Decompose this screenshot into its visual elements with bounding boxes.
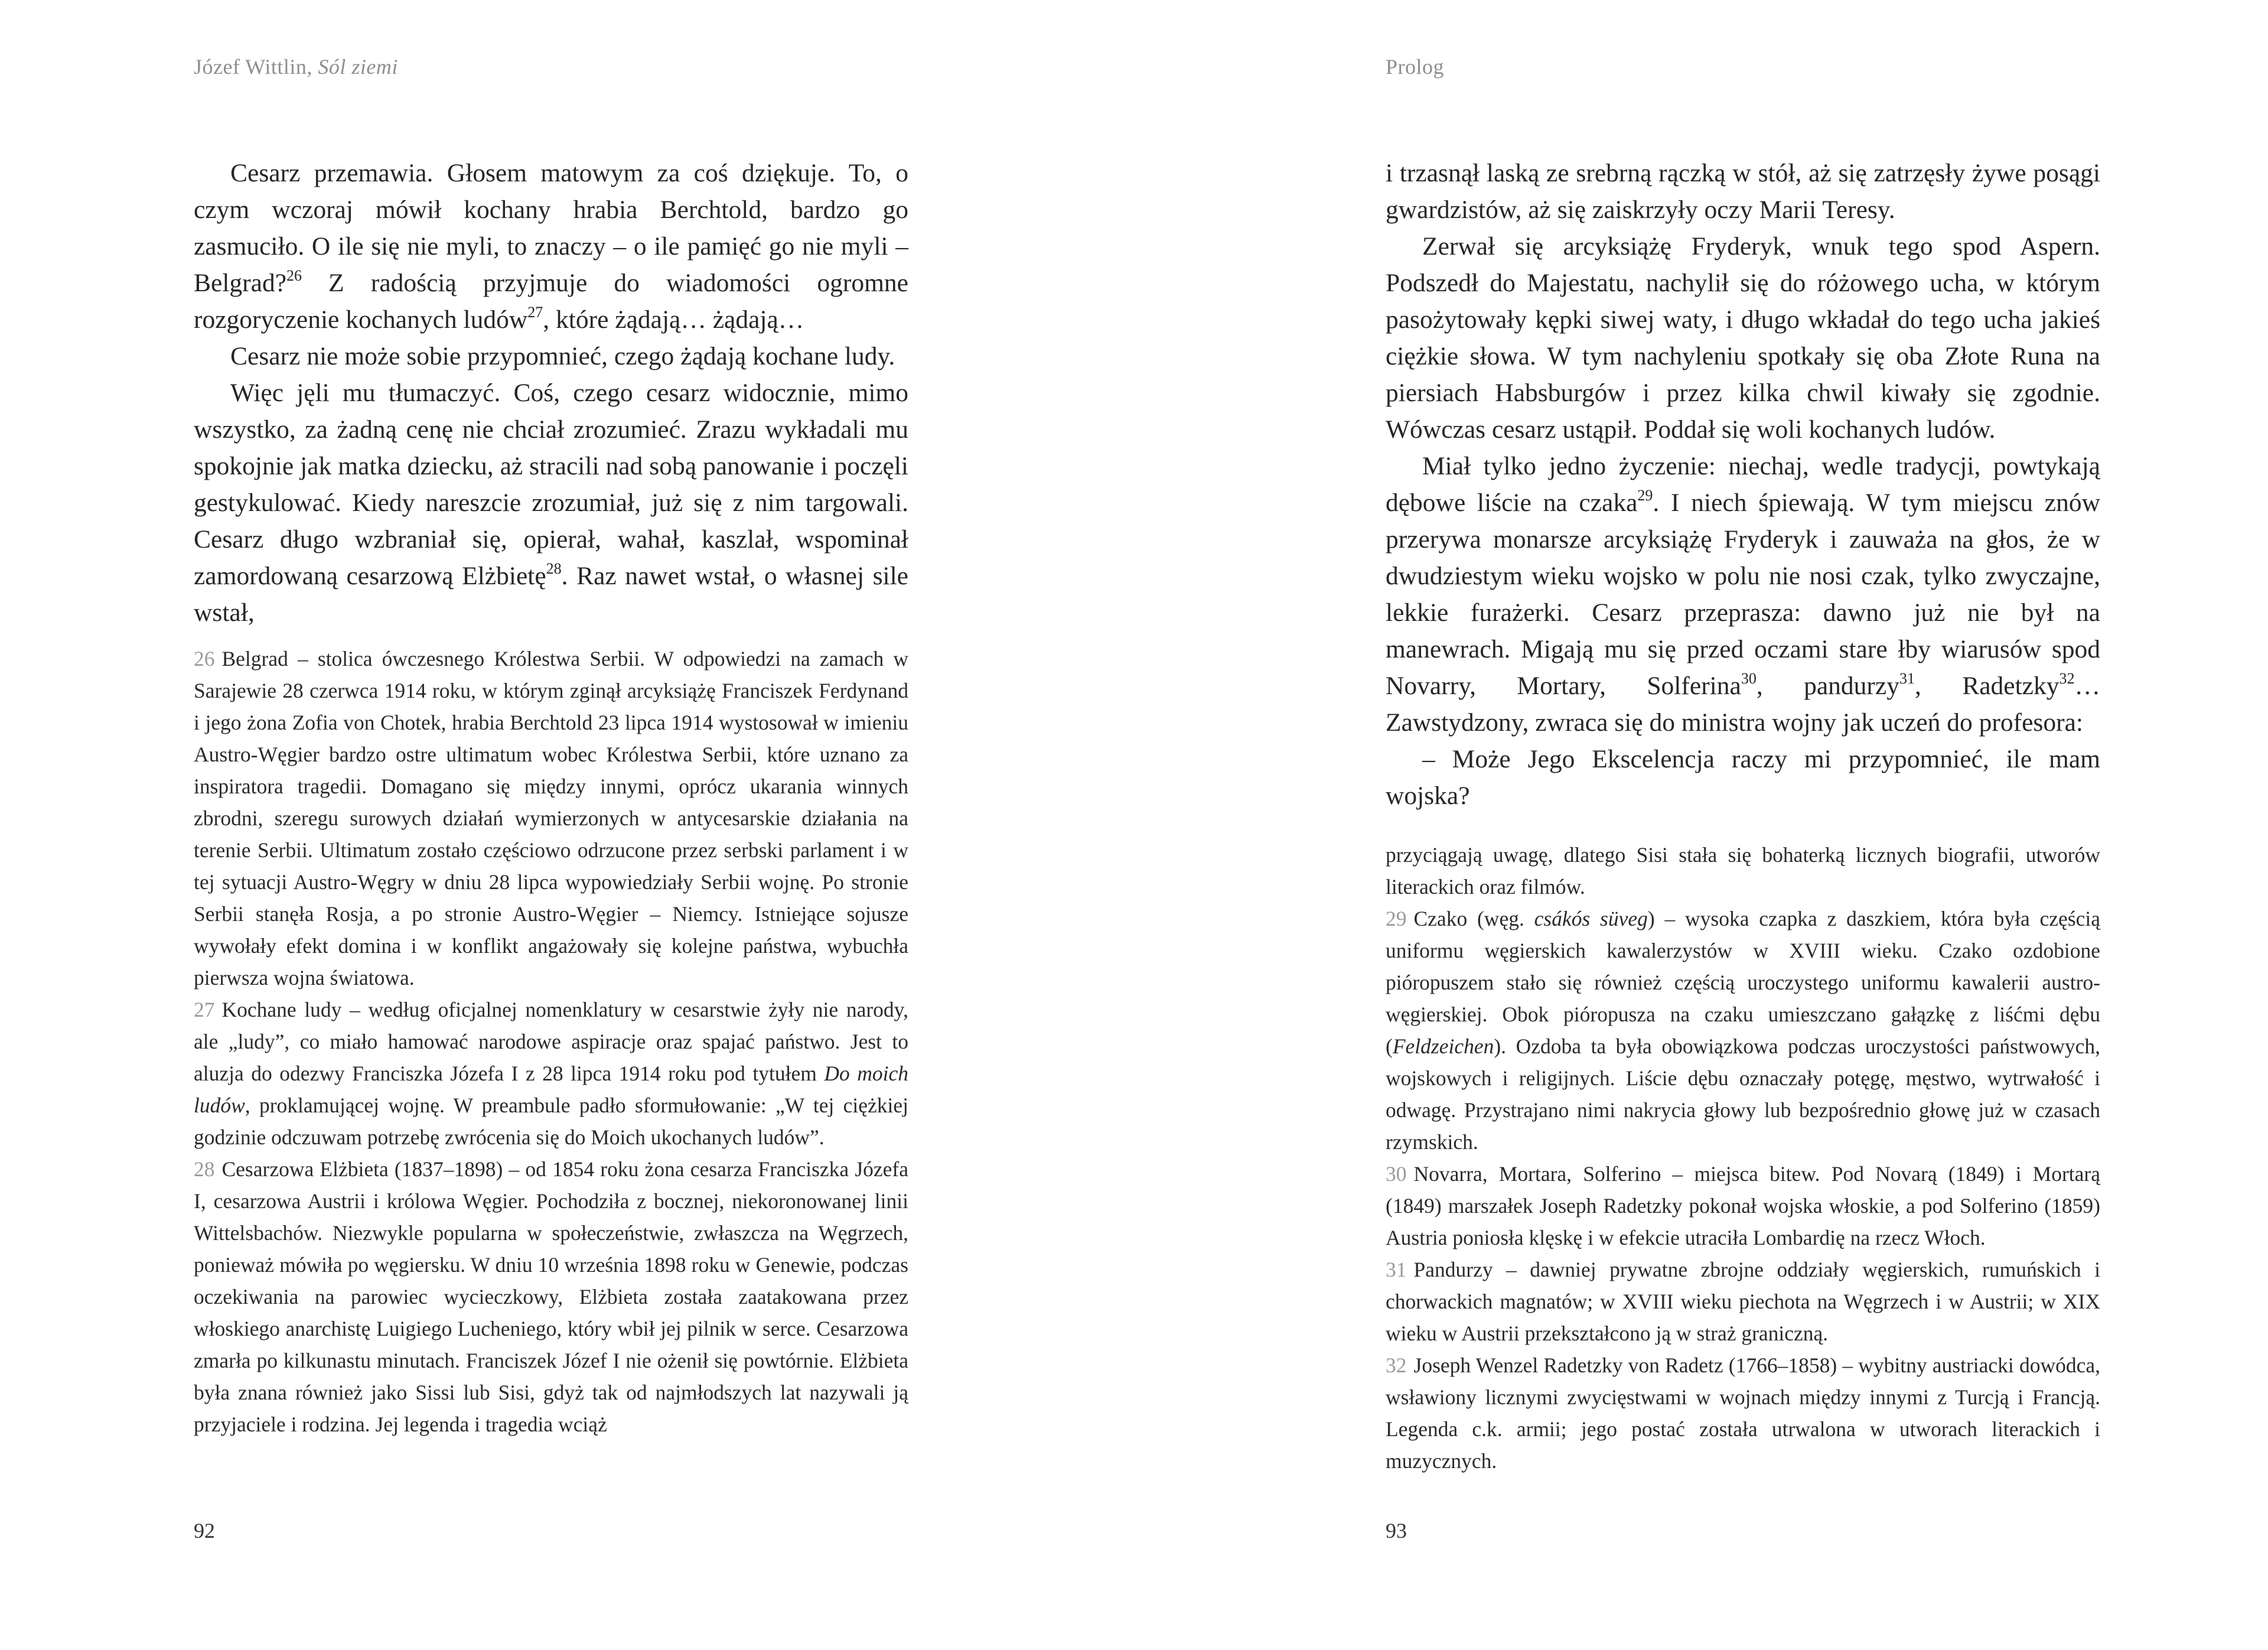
- footnote: [194, 643, 908, 994]
- footnote-text: Belgrad – stolica ówczesnego Królestwa Serbii. W odpowiedzi na zamach w Sarajewie 28 czerwca 1914 roku, w którym zginął arcyksiążę Franciszek Ferdynand i jego żona Zofia von Chotek, hrabia Berchtold 23 lipca 1914 wystosował w imieniu Austro-Węgier bardzo ostre ultimatum wobec Królestwa Serbii, które uznano za inspiratora tragedii. Domagano się między innymi, oprócz ukarania winnych zbrodni, szeregu surowych działań wymierzonych w antycesarskie działania na terenie Serbii. Ultimatum zostało częściowo odrzucone przez serbski parlament i w tej sytuacji Austro-Węgry w dniu 28 lipca wypowiedziały Serbii wojnę. Po stronie Serbii stanęła Rosja, a po stronie Austro-Węgier – Niemcy. Istniejące sojusze wywołały efekt domina i w konflikt angażowały się kolejne państwa, wybuchła pierwsza wojna światowa.: [194, 647, 908, 990]
- footnote-continuation: przyciągają uwagę, dlatego Sisi stała się bohaterką licznych biografii, utworów literackich oraz filmów.: [1386, 843, 2100, 899]
- text-run: i trzasnął laską ze srebrną rączką w stół, aż się zatrzęsły żywe posągi gwardzistów, aż się zaiskrzyły oczy Marii Teresy.: [1386, 159, 2100, 224]
- text-run: Z radością przyjmuje do wiadomości ogromne rozgoryczenie kochanych ludów: [194, 269, 908, 334]
- footnote: [194, 994, 908, 1153]
- paragraph: [1386, 448, 2100, 741]
- footnote-number: 26: [194, 647, 215, 671]
- text-run: Cesarz przemawia. Głosem matowym za coś dziękuje. To, o czym wczoraj mówił kochany hrabia Berchtold, bardzo go zasmuciło. O ile się nie myli, to znaczy – o ile pamięć go nie myli – Belgrad?: [194, 159, 908, 297]
- page-number-left: 92: [194, 1519, 215, 1542]
- footnote-number: 27: [194, 998, 215, 1021]
- footnote-ref: 27: [527, 304, 543, 321]
- footnote-text: Czako (węg.: [1413, 907, 1534, 930]
- footnote-ref: 30: [1741, 670, 1757, 687]
- text-run: Miał tylko jedno życzenie: niechaj, wedle tradycji, powtykają dębowe liście na czaka: [1386, 452, 2100, 517]
- text-run: , które żądają… żądają…: [543, 305, 804, 334]
- footnote-italic: Feldzeichen: [1392, 1034, 1494, 1058]
- footnote-text: ) – wysoka czapka z daszkiem, która była częścią uniformu węgierskich kawalerzystów w XVIII wieku. Czako ozdobione pióropuszem stało się również częścią uroczystego uniformu kawalerii austro-węgierskiej. Obok pióropusza na czaku umieszczano gałązkę z liśćmi dębu (: [1386, 907, 2100, 1058]
- running-head-left: [194, 54, 398, 79]
- footnote-number: 29: [1386, 907, 1407, 930]
- footnote-italic: csákós süveg: [1534, 907, 1648, 930]
- text-run: Zerwał się arcyksiążę Fryderyk, wnuk tego spod Aspern. Podszedł do Majestatu, nachylił się do różowego ucha, w którym pasożytowały kępki siwej waty, i długo wkładał do tego ucha jakieś ciężkie słowa. W tym nachyleniu spotkały się oba Złote Runa na piersiach Habsburgów i przez kilka chwil kiwały się zgodnie. Wówczas cesarz ustąpił. Poddał się woli kochanych ludów.: [1386, 232, 2100, 444]
- footnotes-right: [1386, 839, 2100, 1477]
- text-run: , pandurzy: [1756, 672, 1899, 700]
- text-run: , Radetzky: [1914, 672, 2060, 700]
- footnote-ref: 32: [2059, 670, 2075, 687]
- text-run: … Zawstydzony, zwraca się do ministra wojny jak uczeń do profesora:: [1386, 672, 2100, 737]
- header-author: Józef Wittlin,: [194, 55, 318, 79]
- footnote: [1386, 1254, 2100, 1349]
- paragraph: [194, 155, 908, 338]
- main-text-left: [194, 155, 908, 631]
- text-run: – Może Jego Ekscelencja raczy mi przypomnieć, ile mam wojska?: [1386, 745, 2100, 810]
- footnote-text: ). Ozdoba ta była obowiązkowa podczas uroczystości państwowych, wojskowych i religijnych. Liście dębu oznaczały potęgę, męstwo, wytrwałość i odwagę. Przystrajano nimi nakrycia głowy lub bezpośrednio głowę już w czasach rzymskich.: [1386, 1034, 2100, 1154]
- footnote-text: Kochane ludy – według oficjalnej nomenklatury w cesarstwie żyły nie narody, ale „ludy”, co miało hamować narodowe aspiracje oraz spajać państwo. Jest to aluzja do odezwy Franciszka Józefa I z 28 lipca 1914 roku pod tytułem: [194, 998, 908, 1085]
- paragraph: [194, 338, 908, 375]
- footnotes-left: [194, 643, 908, 1440]
- footnote: [194, 1153, 908, 1440]
- footnote-text: Cesarzowa Elżbieta (1837–1898) – od 1854 roku żona cesarza Franciszka Józefa I, cesarzowa Austrii i królowa Węgier. Pochodziła z bocznej, niekoronowanej linii Wittelsbachów. Niezwykle popularna w społeczeństwie, zwłaszcza na Węgrzech, ponieważ mówiła po węgiersku. W dniu 10 września 1898 roku w Genewie, podczas oczekiwania na parowiec wycieczkowy, Elżbieta została zaatakowana przez włoskiego anarchistę Luigiego Lucheniego, który wbił jej pilnik w serce. Cesarzowa zmarła po kilkunastu minutach. Franciszek Józef I nie ożenił się powtórnie. Elżbieta była znana również jako Sissi lub Sisi, gdyż tak od najmłodszych lat nazywali ją przyjaciele i rodzina. Jej legenda i tragedia wciąż: [194, 1157, 908, 1436]
- paragraph: [1386, 228, 2100, 448]
- footnote-italic: Do moich ludów: [194, 1062, 908, 1117]
- footnote-number: 32: [1386, 1353, 1407, 1377]
- footnote: [1386, 903, 2100, 1158]
- paragraph: [1386, 155, 2100, 228]
- footnote-ref: 29: [1637, 487, 1653, 504]
- footnote-text: , proklamującej wojnę. W preambule padło sformułowanie: „W tej ciężkiej godzinie odczuwam potrzebę zwrócenia się do Moich ukochanych ludów”.: [194, 1094, 908, 1149]
- text-run: Cesarz nie może sobie przypomnieć, czego żądają kochane ludy.: [230, 342, 895, 370]
- running-head-right: Prolog: [1386, 55, 1445, 79]
- footnote-number: 28: [194, 1157, 215, 1181]
- footnote-text: Pandurzy – dawniej prywatne zbrojne oddziały węgierskich, rumuńskich i chorwackich magnatów; w XVIII wieku piechota na Węgrzech i w Austrii; w XIX wieku w Austrii przekształcono ją w straż graniczną.: [1386, 1258, 2100, 1345]
- header-book-title: Sól ziemi: [318, 55, 398, 79]
- footnote-number: 31: [1386, 1258, 1407, 1281]
- footnote-ref: 28: [546, 560, 562, 577]
- footnote-ref: 26: [286, 267, 302, 284]
- footnote-number: 30: [1386, 1162, 1407, 1186]
- text-run: . Raz nawet wstał, o własnej sile wstał,: [194, 562, 908, 627]
- footnote-ref: 31: [1899, 670, 1915, 687]
- footnote: [1386, 1349, 2100, 1477]
- footnote-text: Novarra, Mortara, Solferino – miejsca bitew. Pod Novarą (1849) i Mortarą (1849) marszałek Joseph Radetzky pokonał wojska włoskie, a pod Solferino (1859) Austria poniosła klęskę i w efekcie utraciła Lombardię na rzecz Włoch.: [1386, 1162, 2100, 1249]
- page-number-right: 93: [1386, 1519, 1407, 1542]
- main-text-right: [1386, 155, 2100, 814]
- paragraph: [1386, 741, 2100, 814]
- footnote: [1386, 1158, 2100, 1254]
- text-run: . I niech śpiewają. W tym miejscu znów przerywa monarsze arcyksiążę Fryderyk i zauważa na głos, że w dwudziestym wieku wojsko w polu nie nosi czak, tylko zwyczajne, lekkie furażerki. Cesarz przeprasza: dawno już nie był na manewrach. Migają mu się przed oczami stare łby wiarusów spod Novarry, Mortary, Solferina: [1386, 489, 2100, 700]
- text-run: Więc jęli mu tłumaczyć. Coś, czego cesarz widocznie, mimo wszystko, za żadną cenę nie chciał zrozumieć. Zrazu wykładali mu spokojnie jak matka dziecku, aż stracili nad sobą panowanie i poczęli gestykulować. Kiedy nareszcie zrozumiał, już się z nim targowali. Cesarz długo wzbraniał się, opierał, wahał, kaszlał, wspominał zamordowaną cesarzową Elżbietę: [194, 379, 908, 590]
- paragraph: [194, 375, 908, 631]
- footnote-text: Joseph Wenzel Radetzky von Radetz (1766–1858) – wybitny austriacki dowódca, wsławiony licznymi zwycięstwami w wojnach między innymi z Turcją i Francją. Legenda c.k. armii; jego postać została utrwalona w utworach literackich i muzycznych.: [1386, 1353, 2100, 1473]
